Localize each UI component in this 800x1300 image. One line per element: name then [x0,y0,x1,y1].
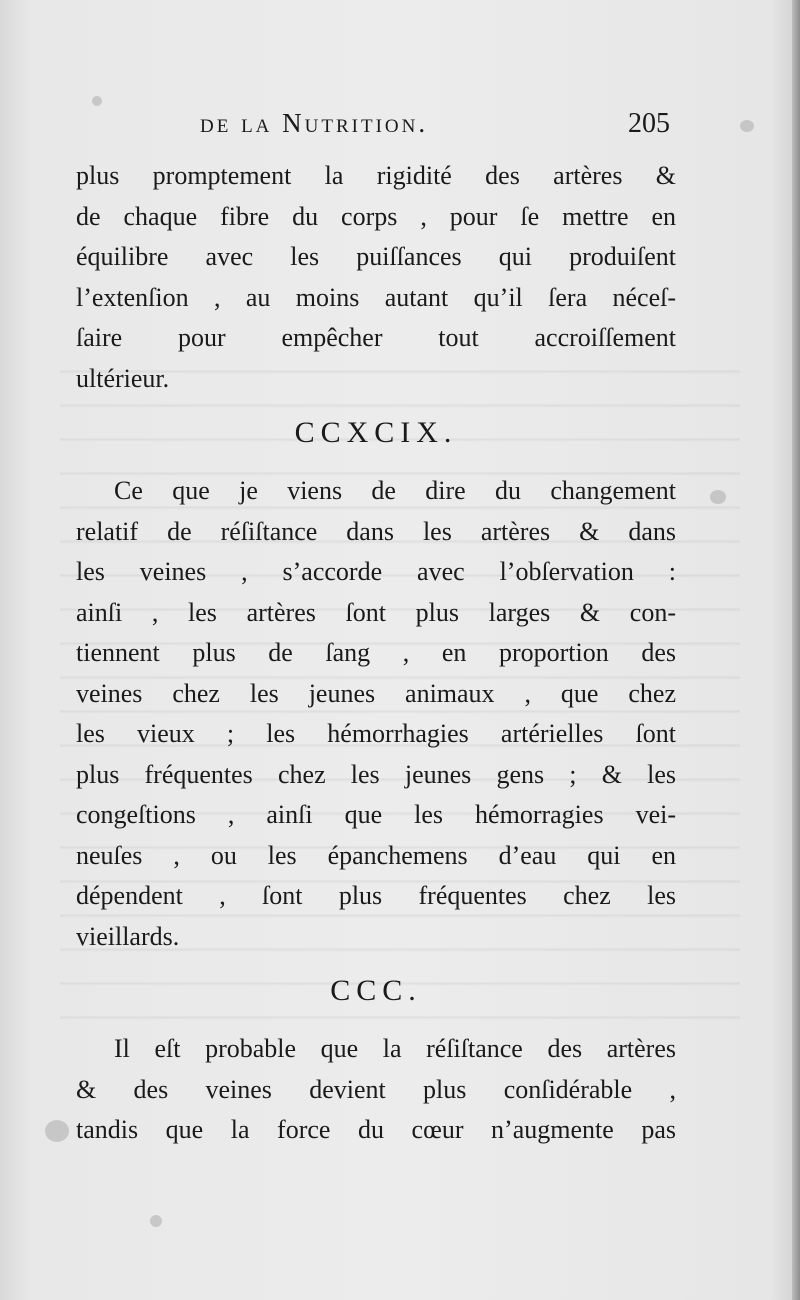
text-line: l’extenſion , au moins autant qu’il ſera néceſ- [76,282,676,312]
text-line: les vieux ; les hémorrhagies artérielles ſont [76,719,676,748]
body-text [76,156,676,1151]
text-line: plus fréquentes chez les jeunes gens ; & les [76,759,676,789]
text-line: Ce que je viens de dire du changement [114,476,676,505]
text-line: veines chez les jeunes animaux , que chez [76,678,676,708]
paper-stain [740,120,754,132]
text-line: ainſi , les artères ſont plus larges & con- [76,597,676,627]
text-line: ſaire pour empêcher tout accroiſſement [76,323,676,352]
text-line: de chaque fibre du corps , pour ſe mettre en [76,201,676,231]
paper-stain [710,490,726,504]
text-line: équilibre avec les puiſſances qui produiſent [76,242,676,271]
paragraph [76,1029,676,1151]
text-line: dépendent , ſont plus fréquentes chez les [76,881,676,910]
text-line: Il eſt probable que la réſiſtance des artères [114,1034,676,1063]
paragraph [76,471,676,957]
text-line: neuſes , ou les épanchemens d’eau qui en [76,840,676,870]
paper-stain [45,1120,69,1142]
text-line: relatif de réſiſtance dans les artères & dans [76,516,676,546]
text-line: plus promptement la rigidité des artères & [76,161,676,190]
text-line: tiennent plus de ſang , en proportion des [76,638,676,667]
page-number: 205 [628,108,670,139]
text-line: & des veines devient plus conſidérable , [76,1074,676,1104]
paragraph [76,156,676,399]
paper-stain [150,1215,162,1227]
running-title: de la Nutrition. [200,108,429,138]
running-header [200,108,670,148]
paper-stain [92,96,102,106]
text-line: congeſtions , ainſi que les hémorragies vei- [76,800,676,829]
text-line: les veines , s’accorde avec l’obſervation : [76,557,676,586]
page-edge [792,0,800,1300]
text-line: vieillards. [76,921,180,951]
text-line: ultérieur. [76,363,170,393]
section-heading: CCC. [330,974,422,1007]
text-line: tandis que la force du cœur n’augmente pas [76,1115,676,1144]
section-heading: CCXCIX. [294,416,458,449]
